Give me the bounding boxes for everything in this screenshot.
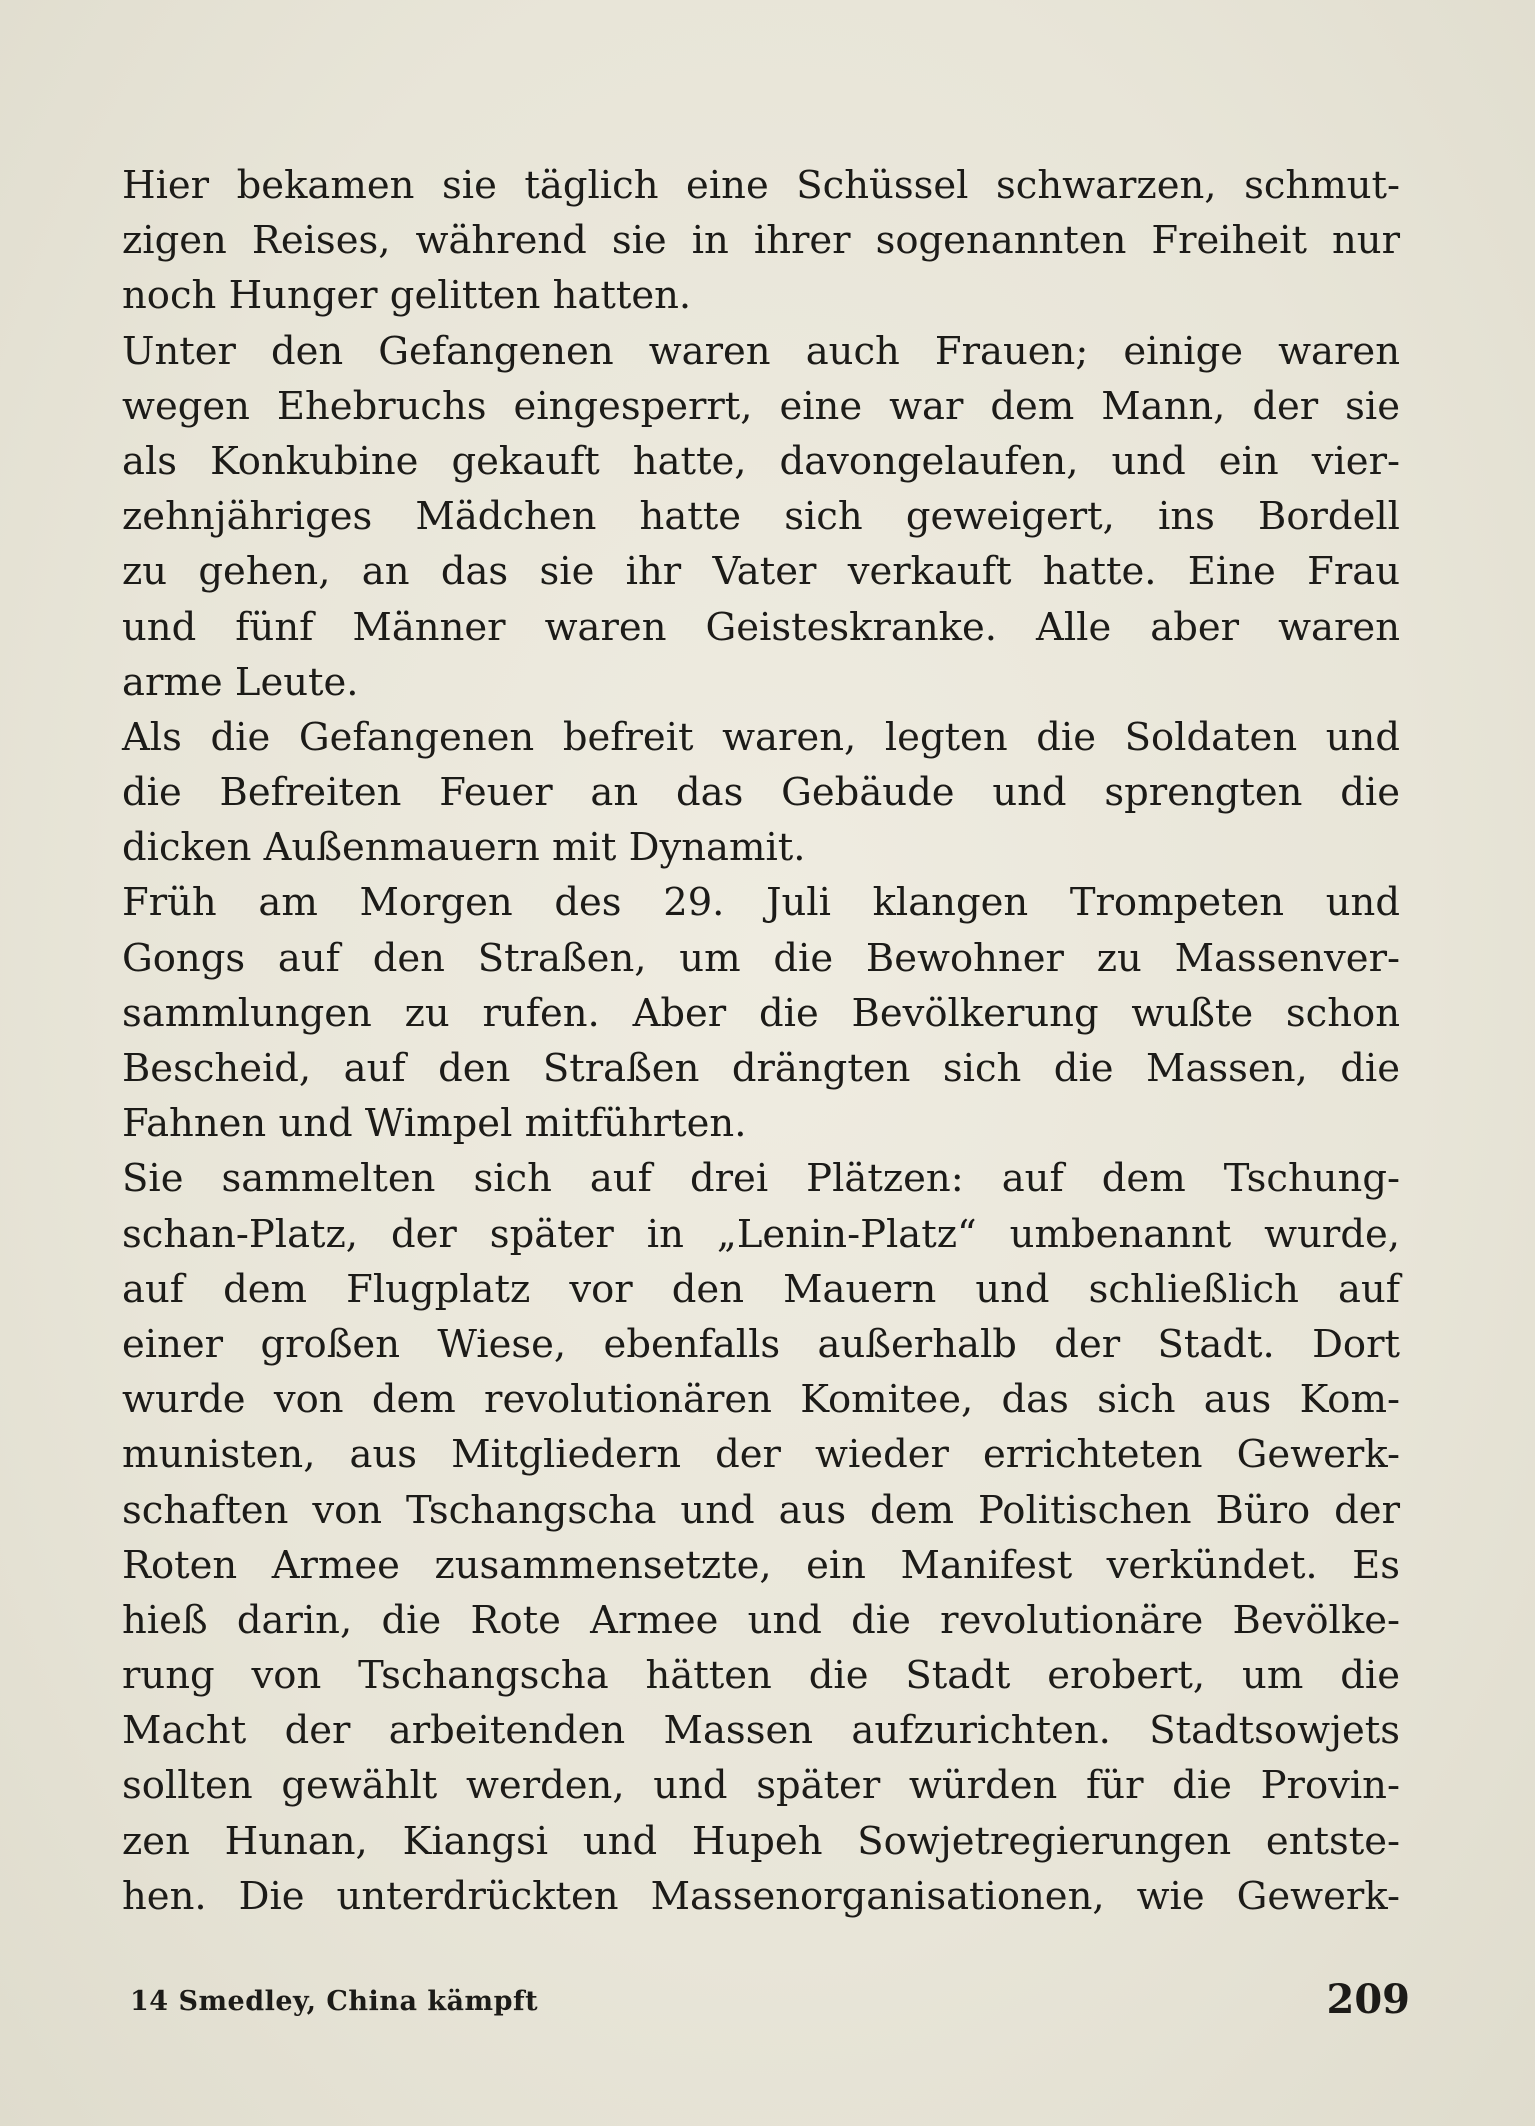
text-line: Hier bekamen sie täglich eine Schüssel schwarzen, schmut-: [122, 163, 1400, 208]
text-line: arme Leute.: [122, 659, 359, 705]
text-line: und fünf Männer waren Geisteskranke. Alle aber waren: [122, 604, 1400, 650]
printer-signature: 14 Smedley, China kämpft: [130, 1986, 539, 2017]
text-line: sollten gewählt werden, und später würden für die Provin-: [122, 1763, 1400, 1809]
text-line: Unter den Gefangenen waren auch Frauen; einige waren: [122, 328, 1400, 374]
text-line: wurde von dem revolutionären Komitee, das sich aus Kom-: [122, 1377, 1400, 1423]
text-line: Macht der arbeitenden Massen aufzurichten. Stadtsowjets: [122, 1708, 1400, 1754]
text-line: zu gehen, an das sie ihr Vater verkauft hatte. Eine Frau: [122, 549, 1400, 595]
text-line: schaften von Tschangscha und aus dem Politischen Büro der: [122, 1487, 1400, 1533]
text-line: schan-Platz, der später in „Lenin-Platz“ umbenannt wurde,: [122, 1211, 1400, 1257]
text-line: die Befreiten Feuer an das Gebäude und sprengten die: [122, 770, 1400, 816]
text-line: zen Hunan, Kiangsi und Hupeh Sowjetregierungen entste-: [122, 1818, 1400, 1864]
text-line: Sie sammelten sich auf drei Plätzen: auf dem Tschung-: [122, 1156, 1400, 1202]
text-line: Früh am Morgen des 29. Juli klangen Trompeten und: [122, 880, 1400, 926]
text-line: auf dem Flugplatz vor den Mauern und schließlich auf: [122, 1266, 1400, 1312]
text-line: Bescheid, auf den Straßen drängten sich die Massen, die: [122, 1046, 1400, 1091]
text-line: sammlungen zu rufen. Aber die Bevölkerung wußte schon: [122, 990, 1400, 1036]
text-line: zehnjähriges Mädchen hatte sich geweigert, ins Bordell: [122, 494, 1400, 540]
text-line: Gongs auf den Straßen, um die Bewohner zu Massenver-: [122, 935, 1400, 981]
text-line: rung von Tschangscha hätten die Stadt erobert, um die: [122, 1653, 1400, 1699]
text-line: zigen Reises, während sie in ihrer sogenannten Freiheit nur: [122, 218, 1400, 264]
page-number: 209: [1326, 1976, 1410, 2023]
text-line: noch Hunger gelitten hatten.: [122, 273, 692, 319]
body-text: [122, 158, 1400, 1924]
text-line: als Konkubine gekauft hatte, davongelaufen, und ein vier-: [122, 438, 1400, 484]
text-line: Als die Gefangenen befreit waren, legten die Soldaten und: [122, 714, 1400, 760]
page-footer: [130, 1976, 1410, 2036]
text-line: dicken Außenmauern mit Dynamit.: [122, 825, 806, 871]
text-line: Roten Armee zusammensetzte, ein Manifest verkündet. Es: [122, 1542, 1400, 1588]
text-line: hieß darin, die Rote Armee und die revolutionäre Bevölke-: [122, 1597, 1400, 1643]
text-line: munisten, aus Mitgliedern der wieder errichteten Gewerk-: [122, 1432, 1400, 1478]
text-line: wegen Ehebruchs eingesperrt, eine war dem Mann, der sie: [122, 383, 1400, 429]
text-line: Fahnen und Wimpel mitführten.: [122, 1101, 747, 1147]
text-line: hen. Die unterdrückten Massenorganisationen, wie Gewerk-: [122, 1873, 1400, 1919]
text-line: einer großen Wiese, ebenfalls außerhalb der Stadt. Dort: [122, 1321, 1400, 1367]
